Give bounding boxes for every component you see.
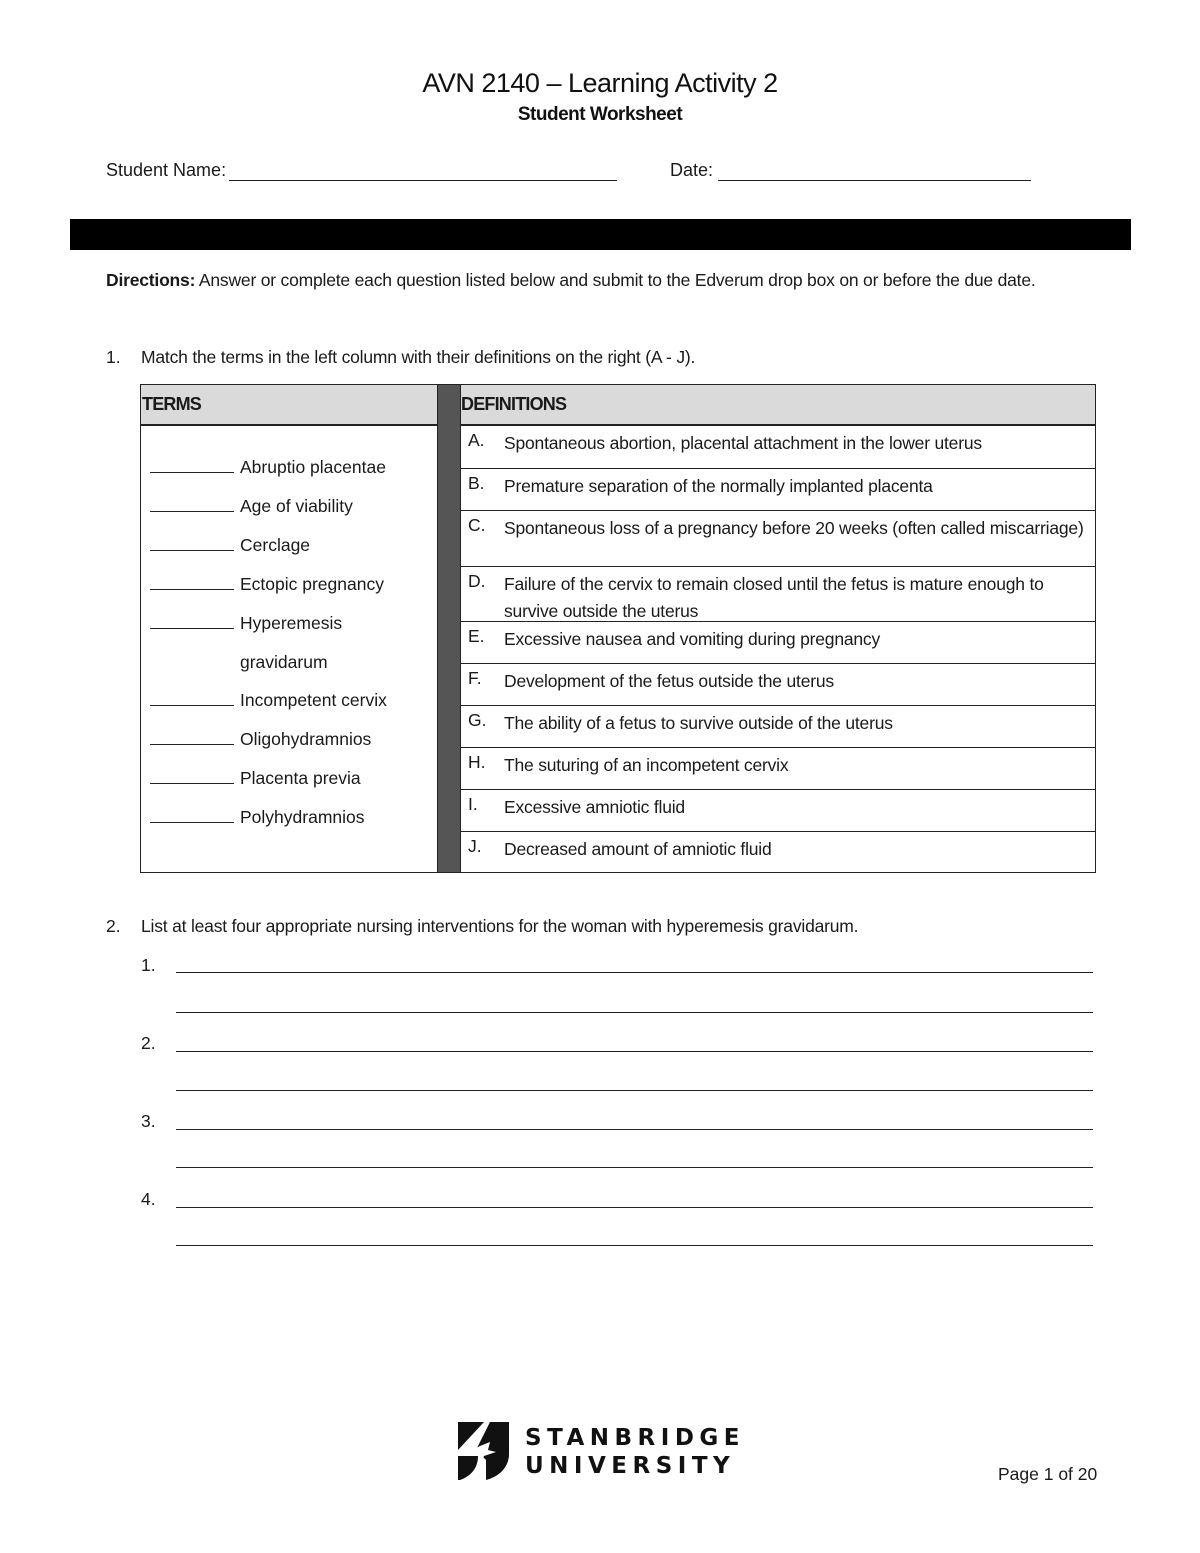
term-item: Ectopic pregnancy bbox=[150, 574, 384, 595]
term-item: Cerclage bbox=[150, 535, 310, 556]
answer-blank[interactable] bbox=[150, 497, 234, 512]
answer-blank[interactable] bbox=[150, 458, 234, 473]
question-2-number: 2. bbox=[106, 916, 121, 936]
answer-line[interactable] bbox=[176, 1012, 1093, 1013]
answer-number: 1. bbox=[141, 955, 156, 975]
answer-number: 2. bbox=[141, 1033, 156, 1053]
date-label: Date: bbox=[670, 160, 714, 180]
answer-blank[interactable] bbox=[150, 536, 234, 551]
question-2-text: List at least four appropriate nursing interventions for the woman with hyperemesis gravidarum. bbox=[141, 916, 859, 936]
definitions-header: DEFINITIONS bbox=[461, 394, 567, 414]
answer-line[interactable] bbox=[176, 972, 1093, 973]
date-field[interactable] bbox=[718, 180, 1031, 181]
stanbridge-shield-icon bbox=[456, 1420, 511, 1482]
definition-row: D. Failure of the cervix to remain closed until the fetus is mature enough to survive outside the uterus bbox=[461, 567, 1095, 622]
terms-header: TERMS bbox=[142, 394, 202, 414]
definition-row: G. The ability of a fetus to survive outside of the uterus bbox=[461, 706, 1095, 748]
document-subtitle: Student Worksheet bbox=[517, 104, 683, 125]
directions-label: Directions: bbox=[106, 270, 196, 290]
answer-blank[interactable] bbox=[150, 808, 234, 823]
term-item: Oligohydramnios bbox=[150, 729, 371, 750]
terms-header-cell bbox=[141, 385, 437, 426]
student-name-label: Student Name: bbox=[106, 160, 227, 180]
answer-blank[interactable] bbox=[150, 575, 234, 590]
answer-line[interactable] bbox=[176, 1167, 1093, 1168]
definition-row: A. Spontaneous abortion, placental attachment in the lower uterus bbox=[461, 426, 1095, 469]
term-item: Incompetent cervix bbox=[150, 690, 387, 711]
definition-row: I. Excessive amniotic fluid bbox=[461, 790, 1095, 832]
definition-row: J. Decreased amount of amniotic fluid bbox=[468, 836, 772, 859]
term-item: Hyperemesis bbox=[150, 613, 342, 634]
term-item: Age of viability bbox=[150, 496, 353, 517]
answer-line[interactable] bbox=[176, 1090, 1093, 1091]
answer-line[interactable] bbox=[176, 1207, 1093, 1208]
table-divider-column bbox=[437, 385, 461, 872]
logo-line-1: STANBRIDGE bbox=[525, 1425, 745, 1451]
answer-number: 4. bbox=[141, 1189, 156, 1209]
answer-blank[interactable] bbox=[150, 691, 234, 706]
document-title: AVN 2140 – Learning Activity 2 bbox=[422, 68, 778, 98]
student-name-field[interactable] bbox=[229, 180, 617, 181]
question-1-text: Match the terms in the left column with their definitions on the right (A - J). bbox=[141, 347, 696, 367]
page-number: Page 1 of 20 bbox=[998, 1464, 1098, 1484]
answer-blank[interactable] bbox=[150, 769, 234, 784]
directions-text: Answer or complete each question listed below and submit to the Edverum drop box on or before the due date. bbox=[198, 270, 1036, 290]
term-item: Placenta previa bbox=[150, 768, 361, 789]
term-item: Abruptio placentae bbox=[150, 457, 386, 478]
definition-row: E. Excessive nausea and vomiting during pregnancy bbox=[461, 622, 1095, 664]
answer-line[interactable] bbox=[176, 1245, 1093, 1246]
definition-row: H. The suturing of an incompetent cervix bbox=[461, 748, 1095, 790]
logo-line-2: UNIVERSITY bbox=[525, 1453, 736, 1479]
section-divider-bar bbox=[70, 219, 1131, 250]
definition-row: B. Premature separation of the normally implanted placenta bbox=[461, 469, 1095, 511]
answer-blank[interactable] bbox=[150, 614, 234, 629]
term-item: Polyhydramnios bbox=[150, 807, 365, 828]
answer-blank[interactable] bbox=[150, 730, 234, 745]
definition-row: F. Development of the fetus outside the uterus bbox=[461, 664, 1095, 706]
definitions-header-cell bbox=[461, 385, 1095, 426]
directions bbox=[106, 270, 1036, 291]
term-item-continued: gravidarum bbox=[240, 652, 328, 672]
answer-line[interactable] bbox=[176, 1051, 1093, 1052]
definition-row: C. Spontaneous loss of a pregnancy before 20 weeks (often called miscarriage) bbox=[461, 511, 1095, 567]
answer-line[interactable] bbox=[176, 1129, 1093, 1130]
question-1-number: 1. bbox=[106, 347, 121, 367]
answer-number: 3. bbox=[141, 1111, 156, 1131]
